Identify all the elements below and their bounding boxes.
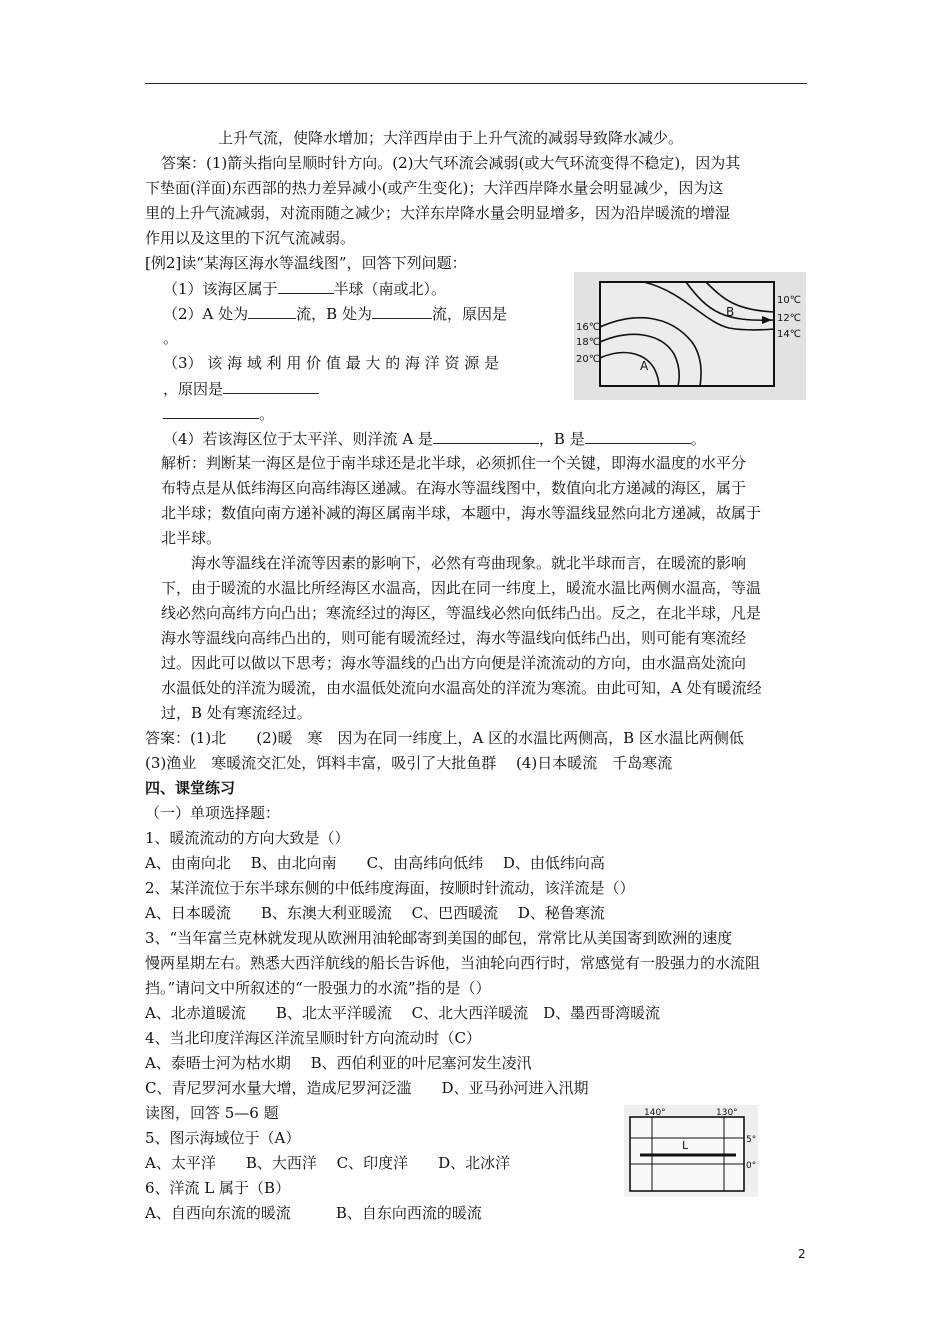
latitude-label-5: 5° <box>746 1135 757 1145</box>
text-segment: 。 <box>690 430 706 448</box>
text-segment: （1）该海区属于 <box>163 280 278 298</box>
text-line: A、自西向东流的暖流 B、自东向西流的暖流 <box>145 1204 482 1222</box>
text-line: A、太平洋 B、大西洋 C、印度洋 D、北冰洋 <box>145 1154 511 1172</box>
text-line: 5、图示海域位于（A） <box>145 1129 301 1147</box>
text-line: （一）单项选择题： <box>145 804 281 822</box>
header-rule <box>145 83 807 84</box>
temp-label-12: 12℃ <box>777 313 801 324</box>
temp-label-14: 14℃ <box>777 329 801 340</box>
label-a: A <box>640 359 649 373</box>
text-line: 上升气流，使降水增加；大洋西岸由于上升气流的减弱导致降水减少。 <box>218 129 684 147</box>
text-line: 水温低处的洋流为暖流，由水温低处流向水温高处的洋流为寒流。由此可知，A 处有暖流经 <box>161 679 762 697</box>
page-number: 2 <box>798 1247 806 1261</box>
temp-label-20: 20℃ <box>576 354 600 365</box>
question-4 <box>163 428 706 449</box>
text-line: 里的上升气流减弱，对流雨随之减少；大洋东岸降水量会明显增多，因为沿岸暖流的增湿 <box>145 204 731 222</box>
text-line: 海水等温线在洋流等因素的影响下，必然有弯曲现象。就北半球而言，在暖流的影响 <box>191 554 747 572</box>
temp-label-10: 10℃ <box>777 295 801 306</box>
text-line: 北半球；数值向南方递补减的海区属南半球，本题中，海水等温线显然向北方递减，故属于 <box>161 504 762 522</box>
answer-blank <box>433 428 539 444</box>
current-grid-figure <box>624 1105 758 1197</box>
answer-blank <box>372 303 432 319</box>
temp-label-16: 16℃ <box>576 322 600 333</box>
text-line: 答案：(1)箭头指向呈顺时针方向。(2)大气环流会减弱(或大气环流变得不稳定)，因为其 <box>161 154 741 172</box>
answer-blank <box>585 428 691 444</box>
latitude-label-0: 0° <box>746 1161 757 1171</box>
text-line: 4、当北印度洋海区洋流呈顺时针方向流动时（C） <box>145 1029 482 1047</box>
text-segment: （4）若该海区位于太平洋、则洋流 A 是 <box>163 430 433 448</box>
text-segment: 半球（南或北）。 <box>333 280 447 298</box>
text-line: 作用以及这里的下沉气流减弱。 <box>145 229 356 247</box>
text-line: 。 <box>163 329 179 347</box>
text-line: 线必然向高纬方向凸出；寒流经过的海区，等温线必然向低纬凸出。反之，在北半球，凡是 <box>161 604 762 622</box>
text-line: 慢两星期左右。熟悉大西洋航线的船长告诉他，当油轮向西行时，常感觉有一股强力的水流阻 <box>145 954 761 972</box>
text-line: [例2]读“某海区海水等温线图”，回答下列问题： <box>145 254 467 272</box>
current-label: L <box>682 1139 689 1152</box>
text-line: 下，由于暖流的水温比所经海区水温高，因此在同一纬度上，暖流水温比两侧水温高，等温 <box>161 579 762 597</box>
text-line: 过。因此可以做以下思考；海水等温线的凸出方向便是洋流流动的方向，由水温高处流向 <box>161 654 747 672</box>
text-line: 答案：(1)北 (2)暖 寒 因为在同一纬度上，A 区的水温比两侧高，B 区水温比两侧低 <box>145 729 744 747</box>
section-heading: 四、课堂练习 <box>145 779 236 797</box>
text-line: 解析：判断某一海区是位于南半球还是北半球，必须抓住一个关键，即海水温度的水平分 <box>161 454 747 472</box>
text-line: 下垫面(洋面)东西部的热力差异减小(或产生变化)；大洋西岸降水量会明显减少，因为这 <box>145 179 724 197</box>
text-line: A、北赤道暖流 B、北太平洋暖流 C、北大西洋暖流 D、墨西哥湾暖流 <box>145 1004 661 1022</box>
text-line: 过，B 处有寒流经过。 <box>161 704 312 722</box>
text-line: A、由南向北 B、由北向南 C、由高纬向低纬 D、由低纬向高 <box>145 854 605 872</box>
isotherm-map-figure <box>574 272 806 400</box>
question-3-cont <box>163 378 319 399</box>
question-2 <box>163 303 507 324</box>
longitude-label-140: 140° <box>644 1108 666 1118</box>
text-line: 挡。”请问文中所叙述的“一股强力的水流”指的是（） <box>145 979 491 997</box>
text-segment: （2）A 处为 <box>163 305 249 323</box>
text-segment: ，B 是 <box>538 430 585 448</box>
text-line: 布特点是从低纬海区向高纬海区递减。在海水等温线图中，数值向北方递减的海区，属于 <box>161 479 747 497</box>
text-line: 6、洋流 L 属于（B） <box>145 1179 291 1197</box>
text-line: (3)渔业 寒暖流交汇处，饵料丰富，吸引了大批鱼群 (4)日本暖流 千岛寒流 <box>145 754 673 772</box>
question-3-end <box>163 403 274 424</box>
answer-blank <box>278 278 334 294</box>
text-line: （3） 该 海 域 利 用 价 值 最 大 的 海 洋 资 源 是 <box>163 354 500 372</box>
label-b: B <box>726 305 735 319</box>
text-line: 海水等温线向高纬凸出的，则可能有暖流经过，海水等温线向低纬凸出，则可能有寒流经 <box>161 629 747 647</box>
text-segment: 流，B 处为 <box>296 305 372 323</box>
temp-label-18: 18℃ <box>576 337 600 348</box>
text-line: A、日本暖流 B、东澳大利亚暖流 C、巴西暖流 D、秘鲁寒流 <box>145 904 605 922</box>
longitude-label-130: 130° <box>716 1108 738 1118</box>
text-line: C、青尼罗河水量大增，造成尼罗河泛滥 D、亚马孙河进入汛期 <box>145 1079 589 1097</box>
text-line: 2、某洋流位于东半球东侧的中低纬度海面，按顺时针流动，该洋流是（） <box>145 879 635 897</box>
answer-blank <box>163 403 259 419</box>
text-line: 1、暖流流动的方向大致是（） <box>145 829 350 847</box>
text-line: 北半球。 <box>161 529 222 547</box>
text-line: 3、“当年富兰克林就发现从欧洲用油轮邮寄到美国的邮包，常常比从美国寄到欧洲的速度 <box>145 929 733 947</box>
question-1 <box>163 278 446 299</box>
text-line: 读图，回答 5—6 题 <box>145 1104 279 1122</box>
answer-blank <box>248 303 296 319</box>
answer-blank <box>223 378 319 394</box>
text-segment: ，原因是 <box>163 380 224 398</box>
text-segment: 。 <box>259 405 275 423</box>
text-segment: 流，原因是 <box>431 305 507 323</box>
text-line: A、泰晤士河为枯水期 B、西伯利亚的叶尼塞河发生凌汛 <box>145 1054 532 1072</box>
